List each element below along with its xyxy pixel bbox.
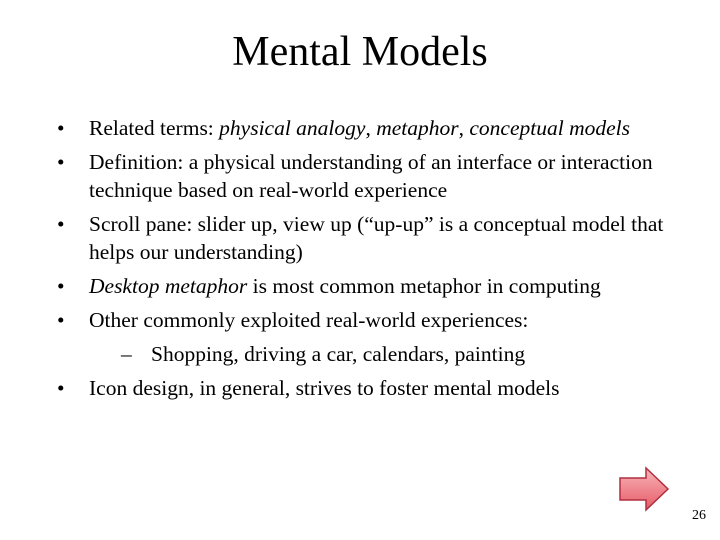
- sub-bullet-item: [57, 340, 697, 368]
- bullet-text: Definition: a physical understanding of an interface or interaction technique based on real-world experience: [89, 150, 653, 202]
- emphasized-term: Desktop metaphor: [89, 274, 248, 298]
- arrow-shape: [620, 468, 668, 510]
- bullet-item: [57, 306, 697, 334]
- emphasized-term: metaphor: [376, 116, 459, 140]
- sub-bullet-marker: –: [121, 342, 132, 366]
- emphasized-term: conceptual models: [469, 116, 630, 140]
- bullet-text: Scroll pane: slider up, view up (“up-up” is a conceptual model that helps our understanding): [89, 212, 664, 264]
- bullet-item: [57, 210, 697, 266]
- bullet-item: [57, 272, 697, 300]
- bullet-item: [57, 148, 697, 204]
- right-arrow-icon: [618, 466, 670, 512]
- bullet-item: [57, 114, 697, 142]
- bullet-text: Icon design, in general, strives to foster mental models: [89, 376, 560, 400]
- emphasized-term: physical analogy: [219, 116, 366, 140]
- bullet-text: Related terms:: [89, 116, 220, 140]
- page-number: 26: [692, 508, 706, 523]
- bullet-text: ,: [458, 116, 470, 140]
- bullet-text: ,: [365, 116, 377, 140]
- sub-bullet-text: Shopping, driving a car, calendars, painting: [151, 342, 526, 366]
- bullet-item: [57, 374, 697, 402]
- next-slide-button[interactable]: [618, 466, 670, 512]
- slide-title: Mental Models: [232, 29, 488, 75]
- bullet-text: Other commonly exploited real-world experiences:: [89, 308, 529, 332]
- bullet-text: is most common metaphor in computing: [247, 274, 601, 298]
- bullet-list: [57, 114, 697, 408]
